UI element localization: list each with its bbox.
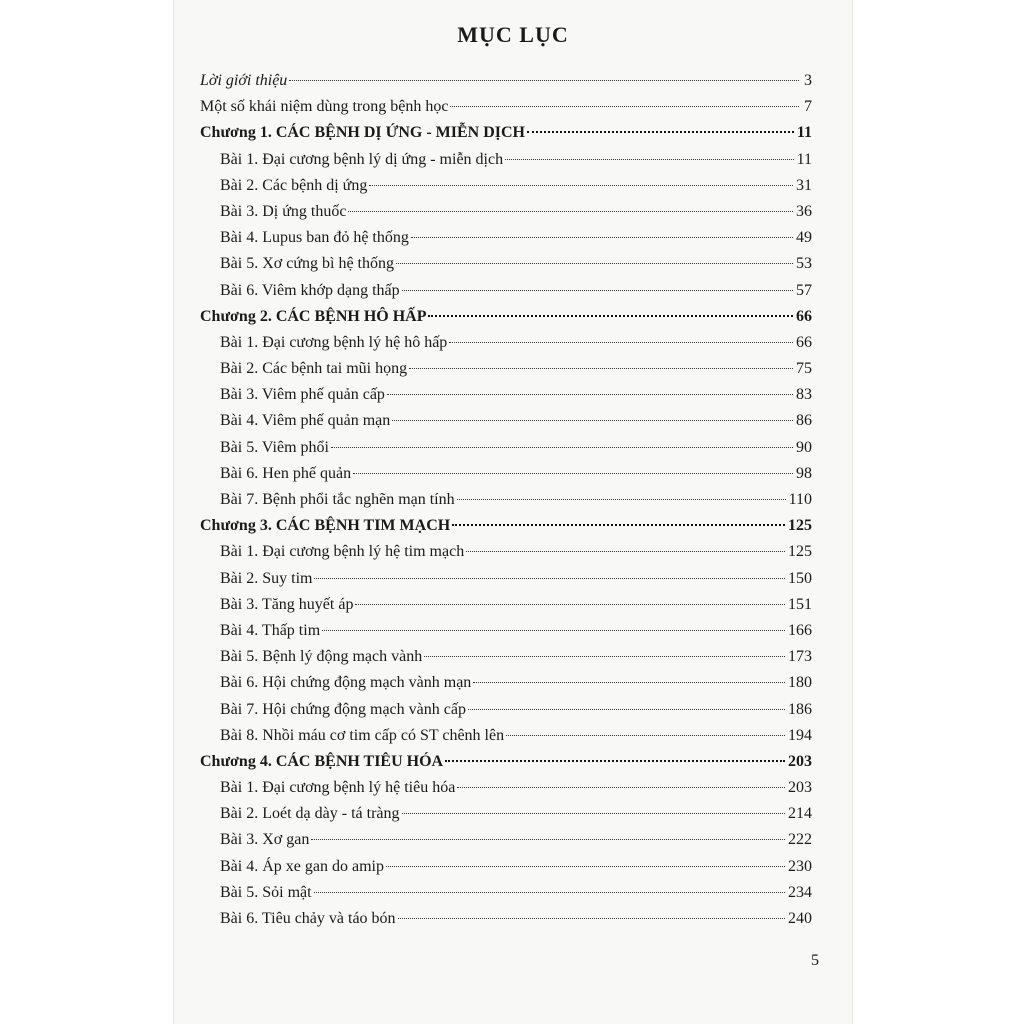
toc-entry-label: Bài 7. Hội chứng động mạch vành cấp — [220, 700, 466, 718]
book-page — [173, 0, 853, 1024]
toc-entry-label: Bài 4. Áp xe gan do amip — [220, 857, 384, 875]
toc-page-number: 3 — [804, 72, 812, 89]
toc-chapter — [200, 749, 812, 775]
page-number: 5 — [811, 952, 819, 969]
toc-page-number: 110 — [788, 491, 812, 508]
dot-leader — [386, 866, 785, 867]
dot-leader — [311, 839, 785, 840]
toc-page-number: 11 — [796, 150, 812, 168]
toc-lesson — [200, 827, 812, 853]
toc-page-number: 151 — [788, 595, 812, 613]
dot-leader — [392, 420, 793, 421]
toc-entry-label: Bài 4. Viêm phế quản mạn — [220, 412, 391, 430]
toc-lesson — [200, 330, 812, 356]
dot-leader — [424, 656, 785, 657]
dot-leader — [527, 131, 794, 133]
toc-front-entry — [200, 68, 812, 94]
dot-leader — [452, 524, 785, 526]
dot-leader — [398, 918, 785, 919]
dot-leader — [322, 630, 785, 631]
toc-page-number: 230 — [788, 857, 812, 875]
dot-leader — [396, 263, 793, 264]
dot-leader — [289, 80, 799, 81]
toc-entry-label: Một số khái niệm dùng trong bệnh học — [200, 98, 449, 116]
toc-entry-label: Bài 3. Dị ứng thuốc — [220, 202, 347, 220]
toc-page-number: 222 — [788, 831, 812, 849]
toc-entry-label: Bài 1. Đại cương bệnh lý hệ tiêu hóa — [220, 779, 456, 797]
toc-lesson — [200, 461, 812, 487]
toc-entry-label: Chương 4. CÁC BỆNH TIÊU HÓA — [200, 752, 444, 770]
dot-leader — [428, 315, 793, 317]
toc-page-number: 75 — [796, 360, 812, 378]
dot-leader — [468, 709, 785, 710]
toc-entry-label: Bài 2. Suy tim — [220, 569, 313, 587]
dot-leader — [402, 813, 786, 814]
dot-leader — [505, 159, 794, 160]
toc-page-number: 173 — [788, 648, 812, 666]
page-title: MỤC LỤC — [457, 22, 569, 47]
dot-leader — [457, 787, 785, 788]
toc-entry-label: Bài 2. Các bệnh dị ứng — [220, 176, 368, 194]
toc-entry-label: Bài 5. Bệnh lý động mạch vành — [220, 648, 423, 666]
toc-page-number: 98 — [796, 464, 812, 482]
dot-leader — [402, 290, 793, 291]
toc-page-number: 125 — [788, 517, 812, 535]
toc-entry-label: Bài 6. Viêm khớp dạng thấp — [220, 281, 400, 299]
toc-lesson — [200, 880, 812, 906]
dot-leader — [355, 604, 785, 605]
toc-lesson — [200, 775, 812, 801]
toc-lesson — [200, 435, 812, 461]
dot-leader — [445, 760, 785, 762]
toc-page-number: 57 — [796, 281, 812, 299]
toc-lesson — [200, 278, 812, 304]
dot-leader — [353, 473, 793, 474]
toc-page-number: 150 — [788, 569, 812, 587]
toc-entry-label: Lời giới thiệu — [200, 72, 288, 89]
toc-entry-label: Bài 1. Đại cương bệnh lý hệ hô hấp — [220, 333, 448, 351]
toc-lesson — [200, 147, 812, 173]
toc-page-number: 36 — [796, 202, 812, 220]
dot-leader — [506, 735, 785, 736]
toc-lesson — [200, 225, 812, 251]
dot-leader — [473, 682, 785, 683]
toc-lesson — [200, 906, 812, 932]
toc-page-number: 66 — [796, 307, 812, 325]
toc-lesson — [200, 644, 812, 670]
toc-entry-label: Bài 6. Hen phế quản — [220, 464, 352, 482]
toc-lesson — [200, 199, 812, 225]
dot-leader — [457, 499, 786, 500]
toc-entry-label: Bài 2. Loét dạ dày - tá tràng — [220, 805, 400, 823]
toc-chapter — [200, 513, 812, 539]
toc-lesson — [200, 356, 812, 382]
toc-entry-label: Bài 7. Bệnh phổi tắc nghẽn mạn tính — [220, 491, 455, 508]
toc-lesson — [200, 854, 812, 880]
dot-leader — [369, 185, 793, 186]
toc-page-number: 83 — [796, 386, 812, 404]
toc-lesson — [200, 251, 812, 277]
toc-entry-label: Bài 5. Xơ cứng bì hệ thống — [220, 255, 394, 273]
toc-page-number: 194 — [788, 726, 812, 744]
toc-page-number: 166 — [788, 621, 812, 639]
toc-entry-label: Bài 4. Lupus ban đỏ hệ thống — [220, 229, 409, 247]
toc-lesson — [200, 801, 812, 827]
toc-lesson — [200, 697, 812, 723]
toc-lesson — [200, 618, 812, 644]
toc-page-number: 7 — [804, 98, 812, 116]
toc-lesson — [200, 173, 812, 199]
dot-leader — [314, 578, 785, 579]
toc-entry-label: Chương 1. CÁC BỆNH DỊ ỨNG - MIỄN DỊCH — [200, 124, 525, 142]
toc-page-number: 31 — [796, 176, 812, 194]
toc-lesson — [200, 487, 812, 513]
toc-page-number: 214 — [788, 805, 812, 823]
table-of-contents — [200, 68, 812, 932]
toc-page-number: 234 — [788, 883, 812, 901]
toc-page-number: 53 — [796, 255, 812, 273]
toc-page-number: 11 — [796, 124, 812, 142]
toc-page-number: 66 — [796, 333, 812, 351]
toc-front-entry — [200, 94, 812, 120]
toc-entry-label: Bài 6. Hội chứng động mạch vành mạn — [220, 674, 472, 692]
toc-page-number: 90 — [796, 438, 812, 456]
toc-page-number: 186 — [788, 700, 812, 718]
dot-leader — [331, 447, 793, 448]
toc-lesson — [200, 592, 812, 618]
toc-lesson — [200, 566, 812, 592]
toc-entry-label: Bài 5. Viêm phổi — [220, 438, 329, 456]
toc-entry-label: Bài 3. Tăng huyết áp — [220, 595, 354, 613]
toc-page-number: 240 — [788, 910, 812, 927]
toc-page-number: 203 — [788, 779, 812, 797]
dot-leader — [348, 211, 793, 212]
dot-leader — [411, 237, 793, 238]
dot-leader — [449, 342, 793, 343]
toc-lesson — [200, 723, 812, 749]
toc-page-number: 49 — [796, 229, 812, 247]
dot-leader — [314, 892, 785, 893]
toc-entry-label: Bài 2. Các bệnh tai mũi họng — [220, 360, 408, 378]
toc-lesson — [200, 408, 812, 434]
toc-entry-label: Bài 1. Đại cương bệnh lý hệ tim mạch — [220, 543, 465, 561]
toc-entry-label: Bài 1. Đại cương bệnh lý dị ứng - miễn dịch — [220, 150, 504, 168]
toc-entry-label: Bài 3. Viêm phế quản cấp — [220, 386, 385, 404]
dot-leader — [466, 551, 785, 552]
dot-leader — [387, 394, 793, 395]
toc-lesson — [200, 539, 812, 565]
toc-chapter — [200, 120, 812, 146]
toc-entry-label: Bài 8. Nhồi máu cơ tim cấp có ST chênh lên — [220, 726, 505, 744]
toc-page-number: 86 — [796, 412, 812, 430]
toc-entry-label: Bài 6. Tiêu chảy và táo bón — [220, 910, 396, 927]
toc-entry-label: Chương 3. CÁC BỆNH TIM MẠCH — [200, 517, 451, 535]
toc-lesson — [200, 670, 812, 696]
toc-chapter — [200, 304, 812, 330]
dot-leader — [450, 106, 799, 107]
dot-leader — [409, 368, 793, 369]
toc-page-number: 203 — [788, 752, 812, 770]
toc-lesson — [200, 382, 812, 408]
toc-entry-label: Bài 4. Thấp tim — [220, 621, 321, 639]
toc-page-number: 125 — [788, 543, 812, 561]
toc-entry-label: Bài 3. Xơ gan — [220, 831, 310, 849]
toc-entry-label: Chương 2. CÁC BỆNH HÔ HẤP — [200, 307, 427, 325]
toc-entry-label: Bài 5. Sỏi mật — [220, 883, 312, 901]
toc-page-number: 180 — [788, 674, 812, 692]
